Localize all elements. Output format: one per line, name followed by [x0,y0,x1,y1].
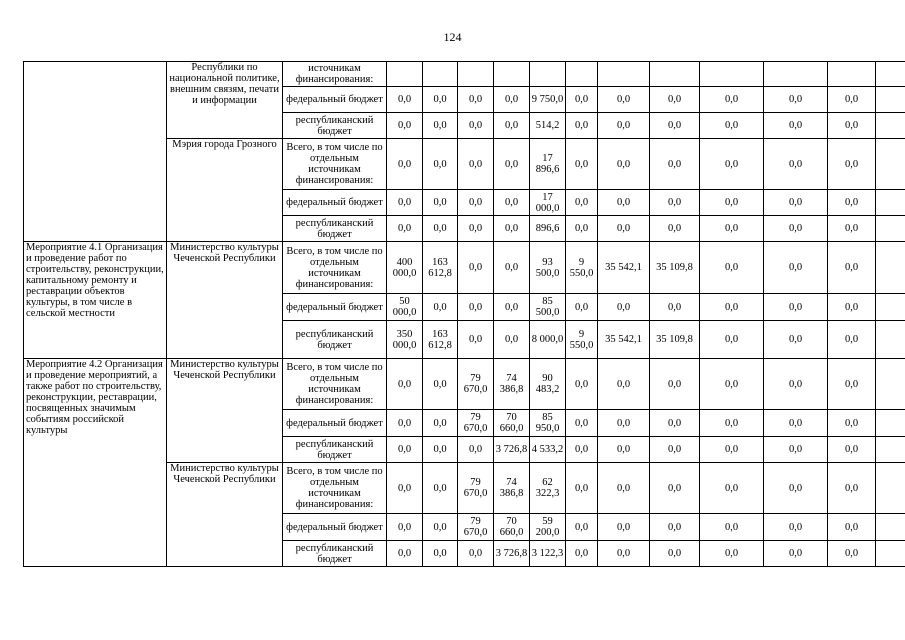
value-cell [876,242,905,294]
value-cell: 0,0 [700,216,764,242]
value-cell: 0,0 [764,514,828,541]
value-cell: 0,0 [598,216,650,242]
value-cell [876,410,905,437]
value-cell [876,139,905,190]
value-cell: 0,0 [458,113,494,139]
value-cell: 3 122,3 [530,541,566,567]
funding-source-cell: федеральный бюджет [283,87,387,113]
value-cell: 400 000,0 [387,242,423,294]
value-cell: 0,0 [650,294,700,321]
value-cell: 0,0 [598,190,650,216]
value-cell [828,62,876,87]
value-cell: 35 109,8 [650,321,700,359]
value-cell: 0,0 [387,190,423,216]
value-cell: 0,0 [700,514,764,541]
value-cell: 0,0 [828,87,876,113]
value-cell: 0,0 [566,216,598,242]
value-cell: 0,0 [700,190,764,216]
value-cell: 0,0 [828,139,876,190]
value-cell: 35 542,1 [598,321,650,359]
value-cell [876,113,905,139]
value-cell: 0,0 [494,242,530,294]
value-cell [876,62,905,87]
value-cell: 0,0 [700,242,764,294]
value-cell: 0,0 [700,294,764,321]
value-cell: 163 612,8 [423,242,458,294]
value-cell: 93 500,0 [530,242,566,294]
value-cell: 79 670,0 [458,359,494,410]
value-cell: 0,0 [566,113,598,139]
value-cell [387,62,423,87]
value-cell: 0,0 [423,294,458,321]
funding-source-cell: федеральный бюджет [283,514,387,541]
value-cell: 0,0 [566,514,598,541]
event-cell [24,62,167,242]
value-cell: 0,0 [598,514,650,541]
value-cell: 350 000,0 [387,321,423,359]
value-cell: 0,0 [423,437,458,463]
value-cell: 0,0 [423,359,458,410]
value-cell [458,62,494,87]
value-cell [876,514,905,541]
value-cell: 0,0 [598,541,650,567]
value-cell: 17 000,0 [530,190,566,216]
value-cell: 0,0 [566,139,598,190]
value-cell: 0,0 [700,541,764,567]
value-cell: 0,0 [423,139,458,190]
table-row [24,359,905,410]
value-cell: 0,0 [650,463,700,514]
value-cell: 0,0 [828,242,876,294]
value-cell: 8 000,0 [530,321,566,359]
value-cell [764,62,828,87]
value-cell: 0,0 [423,216,458,242]
performer-cell: Министерство культуры Чеченской Республики [167,242,283,359]
value-cell: 0,0 [423,113,458,139]
value-cell: 0,0 [566,437,598,463]
value-cell: 0,0 [650,541,700,567]
value-cell: 74 386,8 [494,463,530,514]
value-cell: 0,0 [828,190,876,216]
value-cell: 0,0 [458,437,494,463]
value-cell: 0,0 [387,463,423,514]
value-cell [876,437,905,463]
value-cell: 896,6 [530,216,566,242]
value-cell: 59 200,0 [530,514,566,541]
funding-source-cell: республиканский бюджет [283,113,387,139]
value-cell: 0,0 [494,190,530,216]
value-cell: 0,0 [700,410,764,437]
value-cell: 0,0 [387,541,423,567]
value-cell: 0,0 [458,139,494,190]
value-cell: 0,0 [458,321,494,359]
funding-source-cell: республиканский бюджет [283,541,387,567]
value-cell: 0,0 [387,216,423,242]
funding-source-cell: республиканский бюджет [283,321,387,359]
value-cell: 85 500,0 [530,294,566,321]
funding-source-cell: источникам финансирования: [283,62,387,87]
value-cell: 90 483,2 [530,359,566,410]
value-cell: 0,0 [598,463,650,514]
value-cell: 0,0 [700,87,764,113]
value-cell: 0,0 [494,139,530,190]
value-cell: 0,0 [650,359,700,410]
value-cell: 62 322,3 [530,463,566,514]
value-cell: 0,0 [494,216,530,242]
value-cell: 3 726,8 [494,437,530,463]
value-cell: 17 896,6 [530,139,566,190]
value-cell: 74 386,8 [494,359,530,410]
value-cell: 0,0 [650,514,700,541]
value-cell: 0,0 [650,410,700,437]
funding-source-cell: федеральный бюджет [283,410,387,437]
value-cell: 0,0 [700,359,764,410]
value-cell: 0,0 [458,294,494,321]
value-cell: 0,0 [828,113,876,139]
value-cell: 0,0 [387,410,423,437]
value-cell: 0,0 [566,359,598,410]
value-cell: 3 726,8 [494,541,530,567]
value-cell: 0,0 [764,294,828,321]
value-cell [876,294,905,321]
value-cell: 0,0 [598,139,650,190]
value-cell: 0,0 [598,437,650,463]
funding-source-cell: федеральный бюджет [283,294,387,321]
value-cell: 0,0 [494,294,530,321]
value-cell: 0,0 [828,359,876,410]
performer-cell: Министерство культуры Чеченской Республики [167,463,283,567]
value-cell: 0,0 [764,437,828,463]
value-cell: 0,0 [828,216,876,242]
value-cell [876,87,905,113]
performer-cell: Республики по национальной политике, внешним связям, печати и информации [167,62,283,139]
value-cell: 0,0 [423,541,458,567]
value-cell: 0,0 [700,321,764,359]
value-cell [423,62,458,87]
funding-source-cell: Всего, в том числе по отдельным источникам финансирования: [283,463,387,514]
value-cell: 0,0 [566,410,598,437]
value-cell: 79 670,0 [458,410,494,437]
value-cell: 50 000,0 [387,294,423,321]
page-number: 124 [443,30,462,44]
value-cell [876,321,905,359]
value-cell: 0,0 [828,463,876,514]
value-cell: 35 109,8 [650,242,700,294]
value-cell: 4 533,2 [530,437,566,463]
value-cell [650,62,700,87]
value-cell: 85 950,0 [530,410,566,437]
value-cell: 0,0 [700,437,764,463]
performer-cell: Министерство культуры Чеченской Республики [167,359,283,463]
event-cell: Мероприятие 4.2 Организация и проведение мероприятий, а также работ по строительству, реконструкции, реставрации, посвященных значимым событиям российской культуры [24,359,167,567]
value-cell: 0,0 [494,87,530,113]
funding-source-cell: Всего, в том числе по отдельным источникам финансирования: [283,242,387,294]
value-cell: 163 612,8 [423,321,458,359]
funding-source-cell: республиканский бюджет [283,216,387,242]
value-cell: 9 550,0 [566,321,598,359]
value-cell [700,62,764,87]
value-cell: 0,0 [650,113,700,139]
value-cell [598,62,650,87]
value-cell: 0,0 [764,321,828,359]
value-cell [876,190,905,216]
value-cell: 0,0 [423,87,458,113]
value-cell: 0,0 [387,139,423,190]
value-cell: 0,0 [764,216,828,242]
value-cell: 35 542,1 [598,242,650,294]
value-cell: 70 660,0 [494,514,530,541]
value-cell [876,541,905,567]
value-cell: 0,0 [764,359,828,410]
value-cell: 0,0 [764,139,828,190]
value-cell: 0,0 [387,514,423,541]
value-cell: 0,0 [387,113,423,139]
table-row [24,62,905,87]
budget-table [23,61,905,567]
value-cell: 70 660,0 [494,410,530,437]
value-cell: 0,0 [566,294,598,321]
value-cell: 0,0 [566,541,598,567]
value-cell [876,216,905,242]
value-cell: 0,0 [458,541,494,567]
value-cell: 0,0 [566,87,598,113]
value-cell: 0,0 [494,321,530,359]
value-cell: 79 670,0 [458,463,494,514]
value-cell: 0,0 [650,190,700,216]
value-cell [876,463,905,514]
value-cell [566,62,598,87]
value-cell: 0,0 [650,87,700,113]
value-cell: 0,0 [828,541,876,567]
value-cell: 0,0 [764,463,828,514]
value-cell: 0,0 [387,87,423,113]
value-cell: 0,0 [650,216,700,242]
value-cell: 0,0 [458,190,494,216]
value-cell [876,359,905,410]
value-cell: 0,0 [458,216,494,242]
value-cell: 514,2 [530,113,566,139]
value-cell: 0,0 [764,113,828,139]
value-cell [494,62,530,87]
funding-source-cell: Всего, в том числе по отдельным источникам финансирования: [283,139,387,190]
value-cell: 0,0 [494,113,530,139]
value-cell: 0,0 [828,321,876,359]
performer-cell: Мэрия города Грозного [167,139,283,242]
value-cell: 0,0 [700,463,764,514]
value-cell: 0,0 [764,190,828,216]
value-cell: 0,0 [566,463,598,514]
value-cell [530,62,566,87]
value-cell: 0,0 [387,437,423,463]
value-cell: 0,0 [598,359,650,410]
value-cell: 0,0 [828,437,876,463]
funding-source-cell: федеральный бюджет [283,190,387,216]
value-cell: 0,0 [764,541,828,567]
value-cell: 0,0 [566,190,598,216]
value-cell: 0,0 [598,410,650,437]
value-cell: 0,0 [598,294,650,321]
table-row [24,242,905,294]
value-cell: 0,0 [458,242,494,294]
event-cell: Мероприятие 4.1 Организация и проведение работ по строительству, реконструкции, капитальному ремонту и реставрации объектов культуры, в том числе в сельской местности [24,242,167,359]
value-cell: 0,0 [423,190,458,216]
value-cell: 0,0 [828,294,876,321]
value-cell: 0,0 [650,139,700,190]
value-cell: 0,0 [598,113,650,139]
value-cell: 0,0 [423,514,458,541]
value-cell: 0,0 [828,410,876,437]
value-cell: 0,0 [764,242,828,294]
value-cell: 0,0 [598,87,650,113]
value-cell: 0,0 [423,463,458,514]
value-cell: 79 670,0 [458,514,494,541]
value-cell: 0,0 [700,113,764,139]
value-cell: 0,0 [828,514,876,541]
value-cell: 0,0 [387,359,423,410]
value-cell: 0,0 [650,437,700,463]
funding-source-cell: республиканский бюджет [283,437,387,463]
value-cell: 0,0 [700,139,764,190]
value-cell: 9 750,0 [530,87,566,113]
value-cell: 0,0 [423,410,458,437]
value-cell: 0,0 [458,87,494,113]
value-cell: 0,0 [764,410,828,437]
funding-source-cell: Всего, в том числе по отдельным источникам финансирования: [283,359,387,410]
value-cell: 0,0 [764,87,828,113]
value-cell: 9 550,0 [566,242,598,294]
